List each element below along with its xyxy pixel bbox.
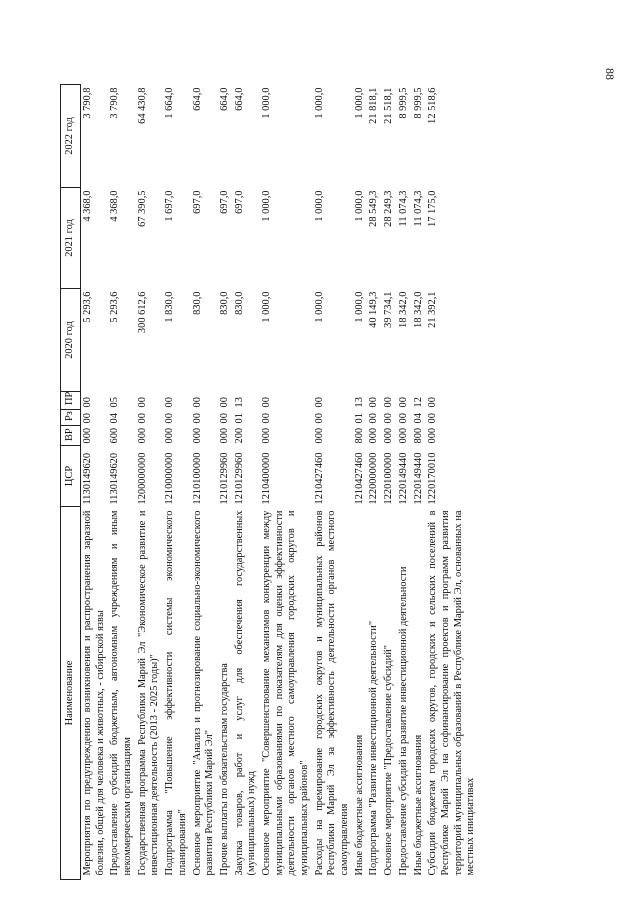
row-2021: 1 000,0: [353, 190, 365, 222]
row-2020: 18 342,0: [412, 291, 424, 328]
row-vr: 000: [383, 427, 395, 444]
row-2022: 1 000,0: [353, 87, 365, 119]
row-vr: 000: [191, 427, 203, 444]
header-rz: Рз: [61, 410, 81, 426]
row-rz: 01: [353, 413, 365, 424]
row-2021: 67 390,5: [136, 190, 148, 227]
row-name: Мероприятия по предупреждению возникновения и распространения заразной болезни, общей для человека и животных, - сибирской язвы: [82, 510, 106, 876]
row-name: Иные бюджетные ассигнования: [412, 734, 424, 876]
row-name: Предоставление субсидий бюджетным, автономным учреждениям и иным некоммерческим организациям: [109, 510, 134, 876]
row-rz: 00: [260, 413, 272, 424]
row-rz: 00: [82, 413, 93, 424]
row-2021: 28 249,3: [383, 190, 395, 227]
row-2022: 664,0: [233, 87, 245, 111]
header-2022: 2022 год: [61, 85, 81, 188]
row-2021: 4 368,0: [82, 190, 93, 222]
row-2021: 1 000,0: [260, 190, 272, 222]
table-row: [260, 85, 313, 880]
table-row: [233, 85, 260, 880]
row-name: Прочие выплаты по обязательствам государства: [218, 663, 230, 876]
row-csr: 1220149440: [397, 452, 409, 505]
row-2020: 1 000,0: [313, 291, 325, 323]
row-vr: 200: [233, 427, 245, 444]
row-2021: 697,0: [218, 190, 230, 214]
row-name: Подпрограмма "Повышение эффективности системы экономического планирования": [164, 510, 188, 876]
table-row: [313, 85, 353, 880]
header-name: Наименование: [61, 507, 81, 880]
page-number: 88: [603, 68, 617, 80]
row-name: Закупка товаров, работ и услуг для обеспечения государственных (муниципальных) нужд: [233, 510, 258, 876]
table-row: [163, 85, 190, 880]
table-row: [108, 85, 135, 880]
row-csr: 1210000000: [164, 452, 176, 505]
row-name: Иные бюджетные ассигнования: [353, 734, 365, 876]
row-2021: 1 000,0: [313, 190, 325, 222]
row-rz: 00: [191, 413, 203, 424]
row-rz: 00: [136, 413, 148, 424]
row-rz: 00: [218, 413, 230, 424]
header-vr: ВР: [61, 426, 81, 446]
row-2021: 11 074,3: [412, 190, 424, 227]
table-row: [81, 85, 109, 880]
row-name: Основное мероприятие "Предоставление субсидий": [383, 645, 395, 876]
row-2021: 17 175,0: [427, 190, 439, 227]
row-csr: 1130149620: [82, 452, 93, 505]
row-csr: 1210427460: [353, 452, 365, 505]
table-row: [382, 85, 397, 880]
row-2020: 39 734,1: [383, 291, 395, 328]
row-2022: 21 518,1: [383, 87, 395, 124]
row-name: Государственная программа Республики Марий Эл "Экономическое развитие и инвестиционная деятельность (2013 - 2025 годы)": [136, 510, 161, 876]
row-2020: 21 392,1: [427, 291, 439, 328]
row-pr: 00: [260, 397, 272, 408]
row-vr: 800: [412, 427, 424, 444]
table-header-row: [61, 85, 81, 880]
row-2022: 12 518,6: [427, 87, 439, 124]
header-2020: 2020 год: [61, 289, 81, 392]
row-2020: 830,0: [191, 291, 203, 315]
row-rz: 00: [383, 413, 395, 424]
row-name: Расходы на премирование городских округов и муниципальных районов Республики Марий Эл за эффективность деятельности органов местного самоуправления: [313, 510, 351, 876]
row-csr: 1200000000: [136, 452, 148, 505]
row-vr: 000: [368, 427, 380, 444]
row-pr: 00: [427, 397, 439, 408]
row-csr: 1210400000: [260, 452, 272, 505]
row-csr: 1130149620: [109, 452, 121, 505]
row-pr: 00: [191, 397, 203, 408]
row-name: Субсидии бюджетам городских округов, городских и сельских поселений в Республике Марий Эл на софинансирование проектов и программ развития территорий муниципальных образований в Республике Марий Эл, основанных на местных инициативах: [427, 510, 477, 876]
row-vr: 000: [427, 427, 439, 444]
table-row: [397, 85, 412, 880]
row-csr: 1220170010: [427, 452, 439, 505]
table-body: [81, 85, 479, 880]
table-row: [136, 85, 163, 880]
row-2022: 1 664,0: [164, 87, 176, 119]
budget-table: [60, 84, 479, 880]
row-vr: 000: [260, 427, 272, 444]
table-row: [191, 85, 218, 880]
row-rz: 00: [368, 413, 380, 424]
row-name: Основное мероприятие "Анализ и прогнозирование социально-экономического развития Республики Марий Эл": [191, 510, 216, 876]
header-2021: 2021 год: [61, 188, 81, 289]
header-pr: ПР: [61, 392, 81, 410]
row-pr: 00: [136, 397, 148, 408]
budget-table-rotated: [60, 85, 580, 880]
row-2022: 64 430,8: [136, 87, 148, 124]
table-row: [367, 85, 382, 880]
row-2020: 1 830,0: [164, 291, 176, 323]
row-pr: 12: [412, 397, 424, 408]
row-csr: 1210427460: [313, 452, 325, 505]
table-row: [353, 85, 368, 880]
row-pr: 00: [313, 397, 325, 408]
row-csr: 1220100000: [383, 452, 395, 505]
row-2020: 1 000,0: [260, 291, 272, 323]
row-rz: 04: [412, 413, 424, 424]
row-vr: 000: [397, 427, 409, 444]
row-2021: 697,0: [233, 190, 245, 214]
row-2022: 664,0: [191, 87, 203, 111]
row-2022: 1 000,0: [313, 87, 325, 119]
row-name: Подпрограмма "Развитие инвестиционной деятельности": [368, 620, 380, 876]
row-2022: 3 790,8: [109, 87, 121, 119]
row-vr: 000: [82, 427, 93, 444]
row-2020: 300 612,6: [136, 291, 148, 334]
row-vr: 000: [136, 427, 148, 444]
row-rz: 00: [397, 413, 409, 424]
row-2022: 664,0: [218, 87, 230, 111]
row-pr: 13: [353, 397, 365, 408]
row-rz: 00: [427, 413, 439, 424]
row-2020: 5 293,6: [82, 291, 93, 323]
row-2022: 3 790,8: [82, 87, 93, 119]
row-vr: 000: [313, 427, 325, 444]
row-pr: 13: [233, 397, 245, 408]
row-pr: 05: [109, 397, 121, 408]
row-pr: 00: [397, 397, 409, 408]
row-pr: 00: [218, 397, 230, 408]
row-vr: 000: [164, 427, 176, 444]
row-csr: 1210100000: [191, 452, 203, 505]
row-csr: 1220149440: [412, 452, 424, 505]
row-name: Предоставление субсидий на развитие инвестиционной деятельности: [397, 566, 409, 876]
row-2020: 830,0: [233, 291, 245, 315]
table-row: [426, 85, 479, 880]
row-vr: 000: [218, 427, 230, 444]
table-row: [412, 85, 427, 880]
row-2021: 4 368,0: [109, 190, 121, 222]
row-2020: 1 000,0: [353, 291, 365, 323]
row-2021: 697,0: [191, 190, 203, 214]
row-pr: 00: [368, 397, 380, 408]
row-2021: 11 074,3: [397, 190, 409, 227]
row-csr: 1210129960: [218, 452, 230, 505]
row-2020: 40 149,3: [368, 291, 380, 328]
row-2022: 1 000,0: [260, 87, 272, 119]
row-2020: 5 293,6: [109, 291, 121, 323]
row-rz: 01: [233, 413, 245, 424]
row-name: Основное мероприятие "Совершенствование механизмов конкуренции между муниципальными образованиями по показателям для оценки эффективности деятельности органов местного самоуправления городских округов и муниципальных районов": [260, 510, 310, 876]
row-csr: 1210129960: [233, 452, 245, 505]
row-pr: 00: [164, 397, 176, 408]
row-vr: 600: [109, 427, 121, 444]
row-2021: 28 549,3: [368, 190, 380, 227]
row-vr: 800: [353, 427, 365, 444]
row-2022: 21 818,1: [368, 87, 380, 124]
row-2020: 18 342,0: [397, 291, 409, 328]
row-2021: 1 697,0: [164, 190, 176, 222]
row-2020: 830,0: [218, 291, 230, 315]
row-csr: 1220000000: [368, 452, 380, 505]
row-rz: 04: [109, 413, 121, 424]
table-row: [218, 85, 233, 880]
row-pr: 00: [82, 397, 93, 408]
row-rz: 00: [313, 413, 325, 424]
row-pr: 00: [383, 397, 395, 408]
row-rz: 00: [164, 413, 176, 424]
row-2022: 8 999,5: [397, 87, 409, 119]
header-csr: ЦСР: [61, 446, 81, 507]
row-2022: 8 999,5: [412, 87, 424, 119]
